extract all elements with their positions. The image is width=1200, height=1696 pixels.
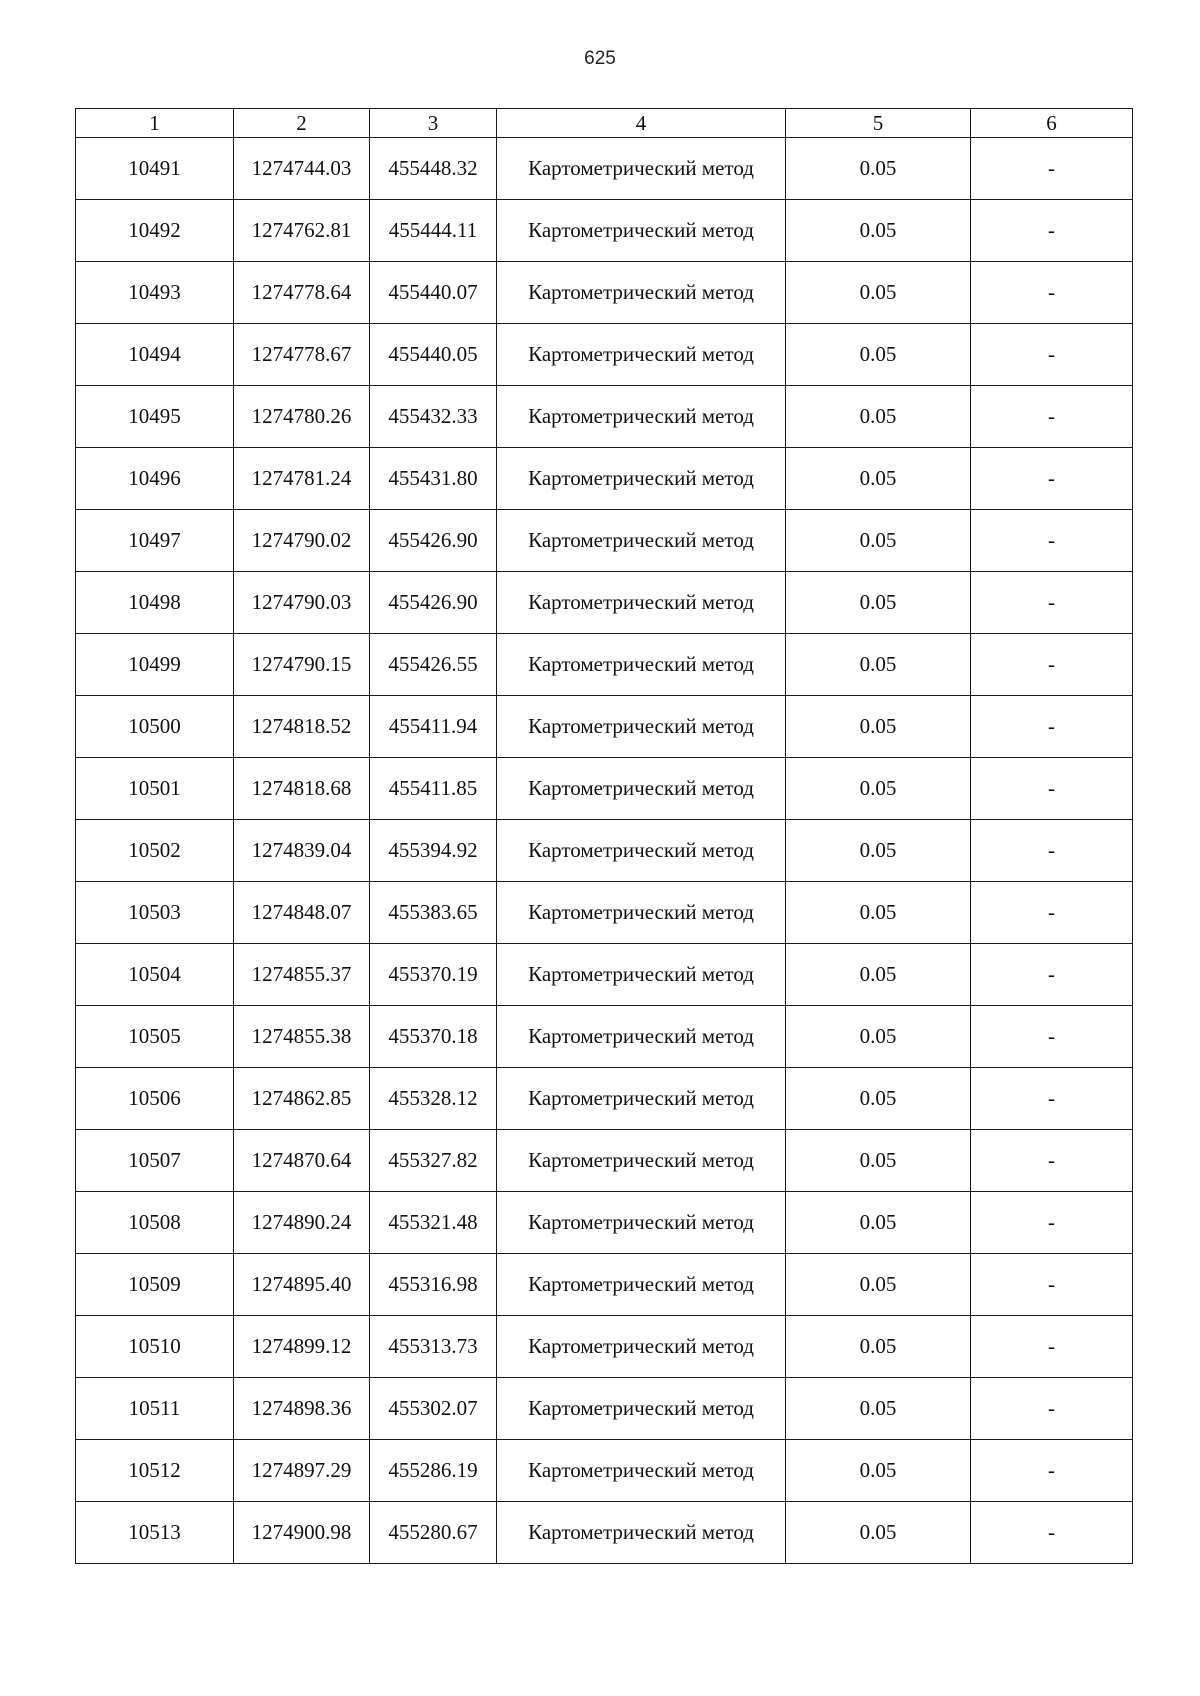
x-coordinate-cell: 1274790.02 — [234, 510, 370, 572]
y-coordinate-cell: 455431.80 — [370, 448, 497, 510]
accuracy-cell: 0.05 — [786, 386, 971, 448]
method-cell: Картометрический метод — [497, 510, 786, 572]
note-cell: - — [971, 1068, 1133, 1130]
accuracy-cell: 0.05 — [786, 1440, 971, 1502]
point-number-cell: 10511 — [76, 1378, 234, 1440]
method-cell: Картометрический метод — [497, 634, 786, 696]
point-number-cell: 10492 — [76, 200, 234, 262]
y-coordinate-cell: 455370.19 — [370, 944, 497, 1006]
table-row — [76, 944, 1133, 1006]
method-cell: Картометрический метод — [497, 1068, 786, 1130]
x-coordinate-cell: 1274790.15 — [234, 634, 370, 696]
point-number-cell: 10498 — [76, 572, 234, 634]
table-row — [76, 1378, 1133, 1440]
x-coordinate-cell: 1274890.24 — [234, 1192, 370, 1254]
point-number-cell: 10504 — [76, 944, 234, 1006]
x-coordinate-cell: 1274790.03 — [234, 572, 370, 634]
method-cell: Картометрический метод — [497, 758, 786, 820]
accuracy-cell: 0.05 — [786, 200, 971, 262]
point-number-cell: 10493 — [76, 262, 234, 324]
table-row — [76, 1192, 1133, 1254]
method-cell: Картометрический метод — [497, 1192, 786, 1254]
table-row — [76, 1254, 1133, 1316]
point-number-cell: 10501 — [76, 758, 234, 820]
method-cell: Картометрический метод — [497, 572, 786, 634]
note-cell: - — [971, 1316, 1133, 1378]
note-cell: - — [971, 262, 1133, 324]
x-coordinate-cell: 1274895.40 — [234, 1254, 370, 1316]
y-coordinate-cell: 455370.18 — [370, 1006, 497, 1068]
y-coordinate-cell: 455440.05 — [370, 324, 497, 386]
note-cell: - — [971, 1130, 1133, 1192]
point-number-cell: 10491 — [76, 138, 234, 200]
column-header-5: 5 — [786, 109, 971, 138]
x-coordinate-cell: 1274900.98 — [234, 1502, 370, 1564]
point-number-cell: 10502 — [76, 820, 234, 882]
x-coordinate-cell: 1274818.52 — [234, 696, 370, 758]
note-cell: - — [971, 944, 1133, 1006]
accuracy-cell: 0.05 — [786, 882, 971, 944]
point-number-cell: 10499 — [76, 634, 234, 696]
accuracy-cell: 0.05 — [786, 1378, 971, 1440]
x-coordinate-cell: 1274781.24 — [234, 448, 370, 510]
table-row — [76, 634, 1133, 696]
method-cell: Картометрический метод — [497, 448, 786, 510]
note-cell: - — [971, 138, 1133, 200]
table-row — [76, 510, 1133, 572]
accuracy-cell: 0.05 — [786, 1192, 971, 1254]
accuracy-cell: 0.05 — [786, 1316, 971, 1378]
table-row — [76, 1068, 1133, 1130]
point-number-cell: 10503 — [76, 882, 234, 944]
point-number-cell: 10500 — [76, 696, 234, 758]
point-number-cell: 10513 — [76, 1502, 234, 1564]
note-cell: - — [971, 1006, 1133, 1068]
x-coordinate-cell: 1274897.29 — [234, 1440, 370, 1502]
method-cell: Картометрический метод — [497, 1006, 786, 1068]
table-header — [76, 109, 1133, 138]
x-coordinate-cell: 1274778.67 — [234, 324, 370, 386]
column-header-2: 2 — [234, 109, 370, 138]
method-cell: Картометрический метод — [497, 1130, 786, 1192]
point-number-cell: 10495 — [76, 386, 234, 448]
point-number-cell: 10509 — [76, 1254, 234, 1316]
table-row — [76, 696, 1133, 758]
table-row — [76, 882, 1133, 944]
x-coordinate-cell: 1274855.37 — [234, 944, 370, 1006]
point-number-cell: 10512 — [76, 1440, 234, 1502]
y-coordinate-cell: 455394.92 — [370, 820, 497, 882]
column-header-4: 4 — [497, 109, 786, 138]
x-coordinate-cell: 1274848.07 — [234, 882, 370, 944]
note-cell: - — [971, 1502, 1133, 1564]
table-row — [76, 1502, 1133, 1564]
note-cell: - — [971, 572, 1133, 634]
header-row — [76, 109, 1133, 138]
table-row — [76, 1316, 1133, 1378]
note-cell: - — [971, 386, 1133, 448]
y-coordinate-cell: 455328.12 — [370, 1068, 497, 1130]
x-coordinate-cell: 1274780.26 — [234, 386, 370, 448]
accuracy-cell: 0.05 — [786, 758, 971, 820]
accuracy-cell: 0.05 — [786, 696, 971, 758]
point-number-cell: 10508 — [76, 1192, 234, 1254]
method-cell: Картометрический метод — [497, 1502, 786, 1564]
accuracy-cell: 0.05 — [786, 262, 971, 324]
y-coordinate-cell: 455313.73 — [370, 1316, 497, 1378]
note-cell: - — [971, 1440, 1133, 1502]
y-coordinate-cell: 455286.19 — [370, 1440, 497, 1502]
note-cell: - — [971, 1254, 1133, 1316]
column-header-6: 6 — [971, 109, 1133, 138]
table-row — [76, 448, 1133, 510]
method-cell: Картометрический метод — [497, 944, 786, 1006]
table-body — [76, 138, 1133, 1564]
column-header-1: 1 — [76, 109, 234, 138]
table-row — [76, 386, 1133, 448]
accuracy-cell: 0.05 — [786, 324, 971, 386]
accuracy-cell: 0.05 — [786, 1502, 971, 1564]
method-cell: Картометрический метод — [497, 1440, 786, 1502]
y-coordinate-cell: 455440.07 — [370, 262, 497, 324]
note-cell: - — [971, 200, 1133, 262]
accuracy-cell: 0.05 — [786, 634, 971, 696]
x-coordinate-cell: 1274839.04 — [234, 820, 370, 882]
y-coordinate-cell: 455411.94 — [370, 696, 497, 758]
method-cell: Картометрический метод — [497, 386, 786, 448]
method-cell: Картометрический метод — [497, 1316, 786, 1378]
y-coordinate-cell: 455321.48 — [370, 1192, 497, 1254]
y-coordinate-cell: 455426.55 — [370, 634, 497, 696]
x-coordinate-cell: 1274898.36 — [234, 1378, 370, 1440]
table-row — [76, 200, 1133, 262]
x-coordinate-cell: 1274862.85 — [234, 1068, 370, 1130]
method-cell: Картометрический метод — [497, 820, 786, 882]
y-coordinate-cell: 455316.98 — [370, 1254, 497, 1316]
y-coordinate-cell: 455432.33 — [370, 386, 497, 448]
note-cell: - — [971, 448, 1133, 510]
page-number: 625 — [584, 48, 616, 69]
y-coordinate-cell: 455327.82 — [370, 1130, 497, 1192]
note-cell: - — [971, 882, 1133, 944]
table-row — [76, 324, 1133, 386]
accuracy-cell: 0.05 — [786, 572, 971, 634]
y-coordinate-cell: 455448.32 — [370, 138, 497, 200]
method-cell: Картометрический метод — [497, 324, 786, 386]
y-coordinate-cell: 455444.11 — [370, 200, 497, 262]
x-coordinate-cell: 1274744.03 — [234, 138, 370, 200]
table-row — [76, 1006, 1133, 1068]
point-number-cell: 10510 — [76, 1316, 234, 1378]
note-cell: - — [971, 1192, 1133, 1254]
x-coordinate-cell: 1274870.64 — [234, 1130, 370, 1192]
table-row — [76, 138, 1133, 200]
table-row — [76, 1130, 1133, 1192]
accuracy-cell: 0.05 — [786, 138, 971, 200]
accuracy-cell: 0.05 — [786, 1068, 971, 1130]
y-coordinate-cell: 455426.90 — [370, 510, 497, 572]
note-cell: - — [971, 510, 1133, 572]
x-coordinate-cell: 1274762.81 — [234, 200, 370, 262]
method-cell: Картометрический метод — [497, 882, 786, 944]
x-coordinate-cell: 1274855.38 — [234, 1006, 370, 1068]
accuracy-cell: 0.05 — [786, 1254, 971, 1316]
point-number-cell: 10506 — [76, 1068, 234, 1130]
accuracy-cell: 0.05 — [786, 1006, 971, 1068]
note-cell: - — [971, 820, 1133, 882]
point-number-cell: 10497 — [76, 510, 234, 572]
point-number-cell: 10507 — [76, 1130, 234, 1192]
table-row — [76, 758, 1133, 820]
y-coordinate-cell: 455280.67 — [370, 1502, 497, 1564]
method-cell: Картометрический метод — [497, 138, 786, 200]
table-row — [76, 572, 1133, 634]
point-number-cell: 10505 — [76, 1006, 234, 1068]
note-cell: - — [971, 634, 1133, 696]
accuracy-cell: 0.05 — [786, 510, 971, 572]
y-coordinate-cell: 455411.85 — [370, 758, 497, 820]
y-coordinate-cell: 455302.07 — [370, 1378, 497, 1440]
x-coordinate-cell: 1274818.68 — [234, 758, 370, 820]
table-row — [76, 1440, 1133, 1502]
accuracy-cell: 0.05 — [786, 448, 971, 510]
coordinates-table — [75, 108, 1133, 1564]
x-coordinate-cell: 1274778.64 — [234, 262, 370, 324]
note-cell: - — [971, 1378, 1133, 1440]
table-row — [76, 262, 1133, 324]
accuracy-cell: 0.05 — [786, 1130, 971, 1192]
accuracy-cell: 0.05 — [786, 944, 971, 1006]
y-coordinate-cell: 455426.90 — [370, 572, 497, 634]
note-cell: - — [971, 696, 1133, 758]
accuracy-cell: 0.05 — [786, 820, 971, 882]
note-cell: - — [971, 324, 1133, 386]
method-cell: Картометрический метод — [497, 696, 786, 758]
note-cell: - — [971, 758, 1133, 820]
method-cell: Картометрический метод — [497, 1378, 786, 1440]
method-cell: Картометрический метод — [497, 200, 786, 262]
y-coordinate-cell: 455383.65 — [370, 882, 497, 944]
method-cell: Картометрический метод — [497, 262, 786, 324]
column-header-3: 3 — [370, 109, 497, 138]
point-number-cell: 10496 — [76, 448, 234, 510]
table-row — [76, 820, 1133, 882]
x-coordinate-cell: 1274899.12 — [234, 1316, 370, 1378]
point-number-cell: 10494 — [76, 324, 234, 386]
method-cell: Картометрический метод — [497, 1254, 786, 1316]
